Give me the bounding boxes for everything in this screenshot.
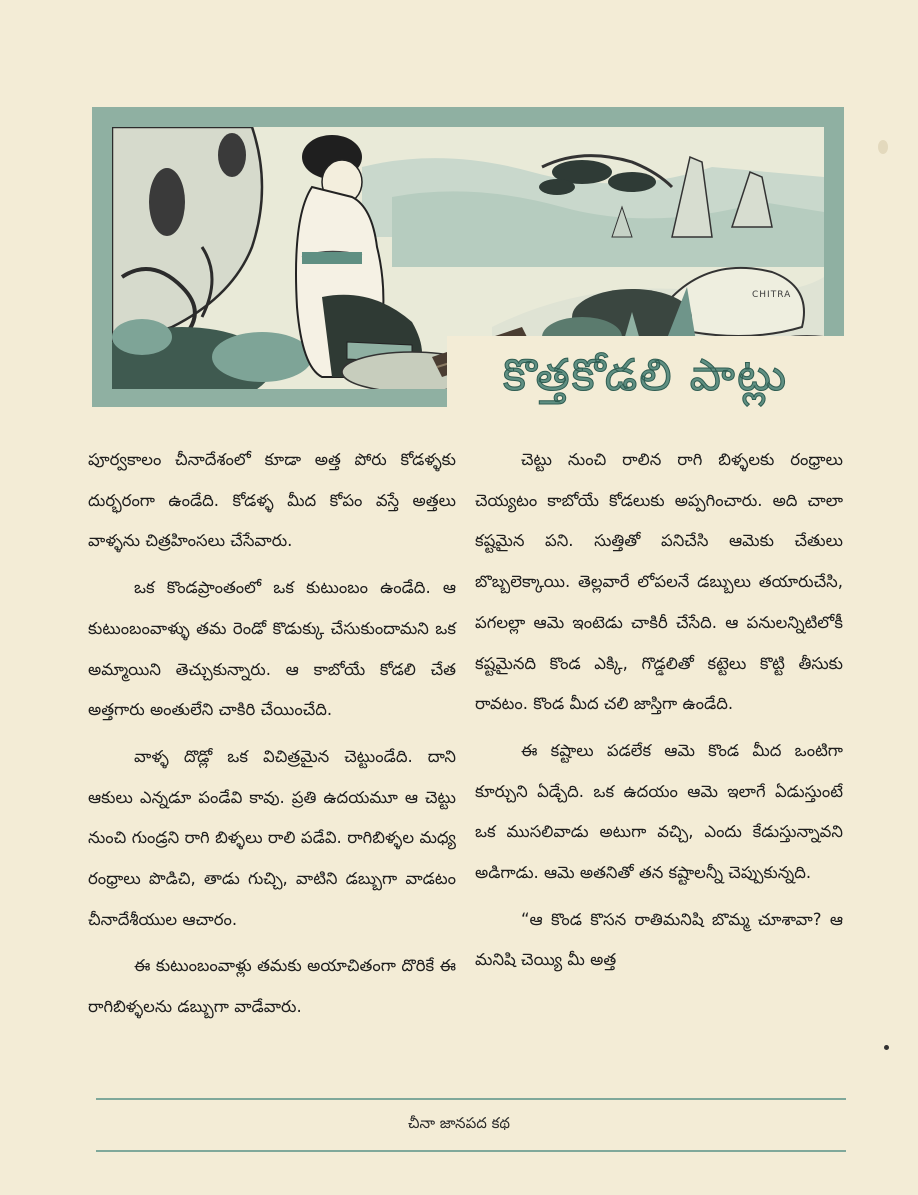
paragraph: వాళ్ళ దొడ్లో ఒక విచిత్రమైన చెట్టుండేది. దాని ఆకులు ఎన్నడూ పండేవి కావు. ప్రతి ఉదయమూ ఆ చెట్టు నుంచి గుండ్రని రాగి బిళ్ళలు రాలి పడేవి. రాగిబిళ్ళల మధ్య రంధ్రాలు పొడిచి, తాడు గుచ్చి, వాటిని డబ్బుగా వాడటం చీనాదేశీయుల ఆచారం. <box>88 746 456 929</box>
footer-caption: చీనా జానపద కథ <box>407 1114 511 1132</box>
paragraph: పూర్వకాలం చీనాదేశంలో కూడా అత్త పోరు కోడళ్ళకు దుర్భరంగా ఉండేది. కోడళ్ళ మీద కోపం వస్తే అత్తలు వాళ్ళను చిత్రహింసలు చేసేవారు. <box>88 450 456 551</box>
page-dot <box>884 1045 889 1050</box>
footer-rule-top <box>96 1098 846 1100</box>
story-title: కొత్తకోడలి పాట్లు <box>502 350 789 401</box>
right-text-column <box>475 440 843 987</box>
artist-signature: CHITRA <box>752 290 792 300</box>
footer-rule-bottom <box>96 1150 846 1152</box>
paragraph: చెట్టు నుంచి రాలిన రాగి బిళ్ళలకు రంధ్రాలు చెయ్యటం కాబోయే కోడలుకు అప్పగించారు. అది చాలా కష్టమైన పని. సుత్తితో పనిచేసి ఆమెకు చేతులు బొబ్బలెక్కాయి. తెల్లవారే లోపలనే డబ్బులు తయారుచేసి, పగలల్లా ఆమె ఇంటెడు చాకిరీ చేసేది. ఆ పనులన్నిటిలోకీ కష్టమైనది కొండ ఎక్కి, గొడ్డలితో కట్టెలు కొట్టి తీసుకు రావటం. కొండ మీద చలి జాస్తిగా ఉండేది. <box>475 450 843 714</box>
left-text-column <box>88 440 456 1034</box>
paragraph: ఈ కుటుంబంవాళ్లు తమకు అయాచితంగా దొరికే ఈ రాగిబిళ్ళలను డబ్బుగా వాడేవారు. <box>88 956 456 1017</box>
paragraph: “ఆ కొండ కొసన రాతిమనిషి బొమ్మ చూశావా? ఆ మనిషి చెయ్యి మీ అత్త <box>475 909 843 970</box>
paragraph: ఒక కొండప్రాంతంలో ఒక కుటుంబం ఉండేది. ఆ కుటుంబంవాళ్ళు తమ రెండో కొడుక్కు చేసుకుందామని ఒక అమ్మాయిని తెచ్చుకున్నారు. ఆ కాబోయే కోడలి చేత అత్తగారు అంతులేని చాకిరి చేయించేది. <box>88 578 456 720</box>
paragraph: ఈ కష్టాలు పడలేక ఆమె కొండ మీద ఒంటిగా కూర్చుని ఏడ్చేది. ఒక ఉదయం ఆమె ఇలాగే ఏడుస్తుంటే ఒక ముసలివాడు అటుగా వచ్చి, ఎందు కేడుస్తున్నావని అడిగాడు. ఆమె అతనితో తన కష్టాలన్నీ చెప్పుకున్నది. <box>475 740 843 883</box>
story-title-box <box>447 336 844 426</box>
paper-stain <box>878 140 888 154</box>
